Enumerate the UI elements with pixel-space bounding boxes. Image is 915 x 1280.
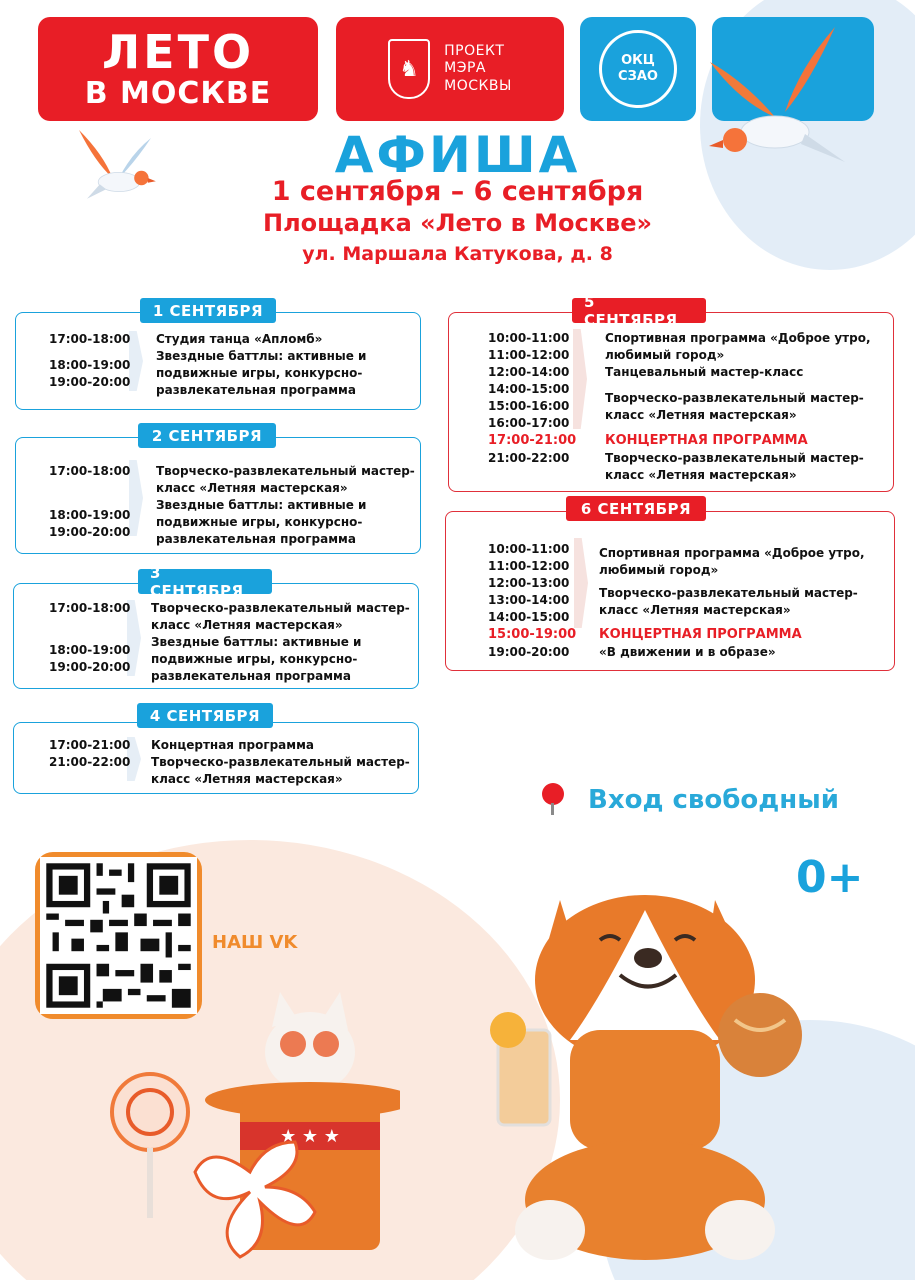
event-description: класс «Летняя мастерская» xyxy=(605,468,797,482)
event-time: 17:00-18:00 xyxy=(49,464,131,478)
event-description: подвижные игры, конкурсно- xyxy=(156,515,363,529)
moscow-coat-of-arms-icon: ♞ xyxy=(388,39,430,99)
event-time: 14:00-15:00 xyxy=(488,610,570,624)
event-description: Звездные баттлы: активные и xyxy=(156,498,367,512)
logo-text: ЛЕТО xyxy=(101,25,255,79)
page-title: АФИША xyxy=(334,126,581,184)
event-description: Спортивная программа «Доброе утро, xyxy=(605,331,871,345)
event-description: Творческо-развлекательный мастер- xyxy=(151,601,410,615)
event-time: 11:00-12:00 xyxy=(488,348,570,362)
day-card xyxy=(445,511,895,671)
logo-text: МЭРА xyxy=(444,60,486,77)
event-description: Концертная программа xyxy=(151,738,314,752)
event-description: класс «Летняя мастерская» xyxy=(151,618,343,632)
event-time: 18:00-19:00 xyxy=(49,508,131,522)
event-description: Творческо-развлекательный мастер- xyxy=(151,755,410,769)
event-description: Творческо-развлекательный мастер- xyxy=(605,451,864,465)
event-time: 10:00-11:00 xyxy=(488,542,570,556)
event-time: 12:00-14:00 xyxy=(488,365,570,379)
event-time: 13:00-14:00 xyxy=(488,593,570,607)
logo-text: СЗАО xyxy=(618,69,658,84)
event-description: Студия танца «Апломб» xyxy=(156,332,323,346)
mayor-project-logo xyxy=(336,17,564,121)
logo-text: ПРОЕКТ xyxy=(444,42,505,59)
event-description: развлекательная программа xyxy=(151,669,351,683)
event-description: Творческо-развлекательный мастер- xyxy=(599,586,858,600)
event-time: 14:00-15:00 xyxy=(488,382,570,396)
event-description: Спортивная программа «Доброе утро, xyxy=(599,546,865,560)
logo-text: ОКЦ xyxy=(621,53,655,69)
arrow-decoration xyxy=(129,460,143,536)
event-description: класс «Летняя мастерская» xyxy=(151,772,343,786)
event-time: 19:00-20:00 xyxy=(488,645,570,659)
event-description: КОНЦЕРТНАЯ ПРОГРАММА xyxy=(605,433,808,448)
event-time: 10:00-11:00 xyxy=(488,331,570,345)
event-description: Творческо-развлекательный мастер- xyxy=(156,464,415,478)
event-description: подвижные игры, конкурсно- xyxy=(156,366,363,380)
date-range: 1 сентября – 6 сентября xyxy=(271,176,644,207)
corgi-illustration xyxy=(480,870,810,1275)
event-time: 19:00-20:00 xyxy=(49,375,131,389)
okc-szao-logo xyxy=(580,17,696,121)
day-label: 5 СЕНТЯБРЯ xyxy=(572,298,706,323)
arrow-decoration xyxy=(573,329,587,429)
event-description: КОНЦЕРТНАЯ ПРОГРАММА xyxy=(599,627,802,642)
event-description: развлекательная программа xyxy=(156,532,356,546)
event-description: «В движении и в образе» xyxy=(599,645,776,659)
event-description: класс «Летняя мастерская» xyxy=(599,603,791,617)
location-pin-icon xyxy=(542,783,564,805)
event-time: 21:00-22:00 xyxy=(49,755,131,769)
event-description: любимый город» xyxy=(605,348,725,362)
event-time: 17:00-18:00 xyxy=(49,601,131,615)
event-description: Танцевальный мастер-класс xyxy=(605,365,804,379)
day-card xyxy=(448,312,894,492)
vk-link-label[interactable]: НАШ VK xyxy=(212,932,298,953)
day-card xyxy=(13,722,419,794)
event-time: 15:00-19:00 xyxy=(488,627,577,642)
day-label: 1 СЕНТЯБРЯ xyxy=(140,298,276,323)
event-description: развлекательная программа xyxy=(156,383,356,397)
cat-in-hat-illustration xyxy=(100,972,400,1272)
logo-text: В МОСКВЕ xyxy=(84,76,272,111)
event-description: класс «Летняя мастерская» xyxy=(156,481,348,495)
venue-name: Площадка «Лето в Москве» xyxy=(263,209,652,237)
event-time: 21:00-22:00 xyxy=(488,451,570,465)
venue-address: ул. Маршала Катукова, д. 8 xyxy=(302,243,613,265)
day-card xyxy=(15,437,421,554)
event-time: 17:00-18:00 xyxy=(49,332,131,346)
age-rating: 0+ xyxy=(796,852,864,903)
arrow-decoration xyxy=(574,538,588,628)
event-time: 18:00-19:00 xyxy=(49,358,131,372)
event-time: 16:00-17:00 xyxy=(488,416,570,430)
day-label: 2 СЕНТЯБРЯ xyxy=(138,423,276,448)
free-entry-text: Вход свободный xyxy=(588,785,839,815)
event-time: 12:00-13:00 xyxy=(488,576,570,590)
day-card xyxy=(15,312,421,410)
day-label: 6 СЕНТЯБРЯ xyxy=(566,496,706,521)
event-description: Звездные баттлы: активные и xyxy=(156,349,367,363)
event-description: Творческо-развлекательный мастер- xyxy=(605,391,864,405)
day-label: 4 СЕНТЯБРЯ xyxy=(137,703,273,728)
event-time: 19:00-20:00 xyxy=(49,660,131,674)
event-time: 19:00-20:00 xyxy=(49,525,131,539)
event-time: 17:00-21:00 xyxy=(49,738,131,752)
event-description: Звездные баттлы: активные и xyxy=(151,635,362,649)
day-label: 3 СЕНТЯБРЯ xyxy=(138,569,272,594)
event-description: подвижные игры, конкурсно- xyxy=(151,652,358,666)
event-time: 17:00-21:00 xyxy=(488,433,577,448)
svg-text:★ ★ ★: ★ ★ ★ xyxy=(280,1126,340,1147)
event-time: 11:00-12:00 xyxy=(488,559,570,573)
event-description: любимый город» xyxy=(599,563,719,577)
logo-text: МОСКВЫ xyxy=(444,77,512,94)
event-time: 18:00-19:00 xyxy=(49,643,131,657)
event-description: класс «Летняя мастерская» xyxy=(605,408,797,422)
location-pin-icon xyxy=(551,803,554,815)
event-time: 15:00-16:00 xyxy=(488,399,570,413)
arrow-decoration xyxy=(129,331,143,391)
leto-v-moskve-logo xyxy=(38,17,318,121)
